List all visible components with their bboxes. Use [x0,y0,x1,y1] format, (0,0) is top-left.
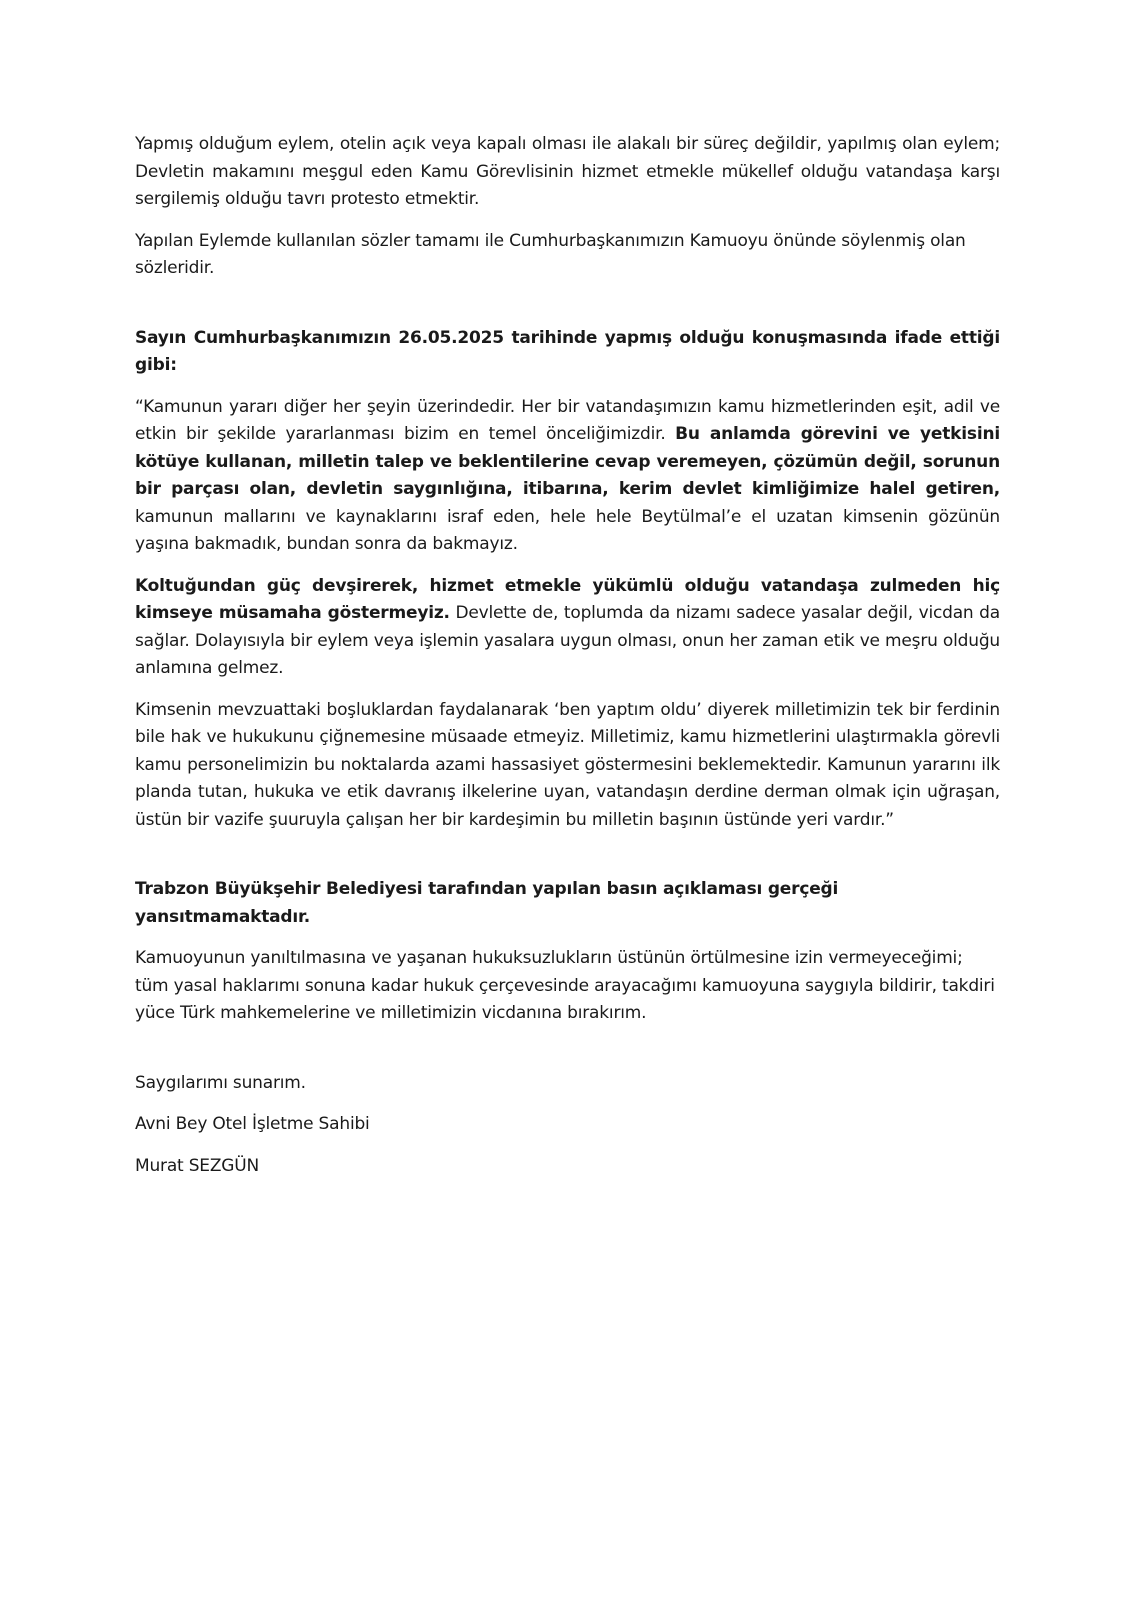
quote2-bold-text: Koltuğundan güç devşirerek, hizmet etmekle yükümlü olduğu vatandaşa zulmeden hiç kimseye müsamaha göstermeyiz. [135,575,1000,623]
signatory-title: Avni Bey Otel İşletme Sahibi [135,1114,370,1134]
paragraph-words-source: Yapılan Eylemde kullanılan sözler tamamı ile Cumhurbaşkanımızın Kamuoyu önünde söylenmiş olan sözleridir. [135,230,966,278]
quote-paragraph-3: Kimsenin mevzuattaki boşluklardan faydalanarak ‘ben yaptım oldu’ diyerek milletimizin tek bir ferdinin bile hak ve hukukunu çiğnemesine müsaade etmeyiz. Milletimiz, kamu hizmetlerini ulaştırmakla görevli kamu personelimizin bu noktalarda azami hassasiyet göstermesini beklemektedir. Kamunun yararını ilk planda tutan, hukuka ve etik davranış ilkelerine uyan, vatandaşın derdine derman olmak için uğraşan, üstün bir vazife şuuruyla çalışan her bir kardeşimin bu milletin başının üstünde yeri vardır.” [135,699,1000,830]
section-heading-speech [135,325,1000,380]
quote-paragraph-1 [135,394,1000,559]
signatory-name: Murat SEZGÜN [135,1155,260,1176]
quote1-text-a: “Kamunun yararı diğer her şeyin üzerindedir. Her bir vatandaşımızın kamu hizmetlerinden eşit, adil ve etkin bir şekilde yararlanması bizim en temel önceliğimizdir. [135,396,1000,444]
paragraph-protest: Yapmış olduğum eylem, otelin açık veya kapalı olması ile alakalı bir süreç değildir, yapılmış olan eylem; Devletin makamını meşgul eden Kamu Görevlisinin hizmet etmekle mükellef olduğu vatandaşa karşı sergilemiş olduğu tavrı protesto etmektir. [135,134,1000,209]
closing-greeting: Saygılarımı sunarım. [135,1072,306,1093]
paragraph-final-statement: Kamuoyunun yanıltılmasına ve yaşanan hukuksuzlukların üstünün örtülmesine izin vermeyeceğimi; tüm yasal haklarımı sonuna kadar hukuk çerçevesinde arayacağımı kamuoyuna saygıyla bildirir, takdiri yüce Türk mahkemelerine ve milletimizin vicdanına bırakırım. [135,948,995,1023]
quote2-text: Devlette de, toplumda da nizamı sadece yasalar değil, vicdan da sağlar. Dolayısıyla bir eylem veya işlemin yasalara uygun olması, onun her zaman etik ve meşru olduğu anlamına gelmez. [135,603,1000,678]
quote1-bold-text: Bu anlamda görevini ve yetkisini kötüye kullanan, milletin talep ve beklentilerine cevap veremeyen, çözümün değil, sorunun bir parçası olan, devletin saygınlığına, itibarına, kerim devlet kimliğimize halel getiren, [135,424,1000,499]
quote1-text-b: kamunun mallarını ve kaynaklarını israf eden, hele hele Beytülmal’e el uzatan kimsenin gözünün yaşına bakmadık, bundan sonra da bakmayız. [135,506,1000,554]
quote-paragraph-2 [135,573,1000,683]
heading-speech-text: Sayın Cumhurbaşkanımızın 26.05.2025 tarihinde yapmış olduğu konuşmasında ifade ettiği gibi: [135,327,1000,375]
section-heading-press [135,876,1000,931]
heading-press-text: Trabzon Büyükşehir Belediyesi tarafından yapılan basın açıklaması gerçeği yansıtmamaktadır. [135,879,839,927]
document-page [135,131,1000,1180]
